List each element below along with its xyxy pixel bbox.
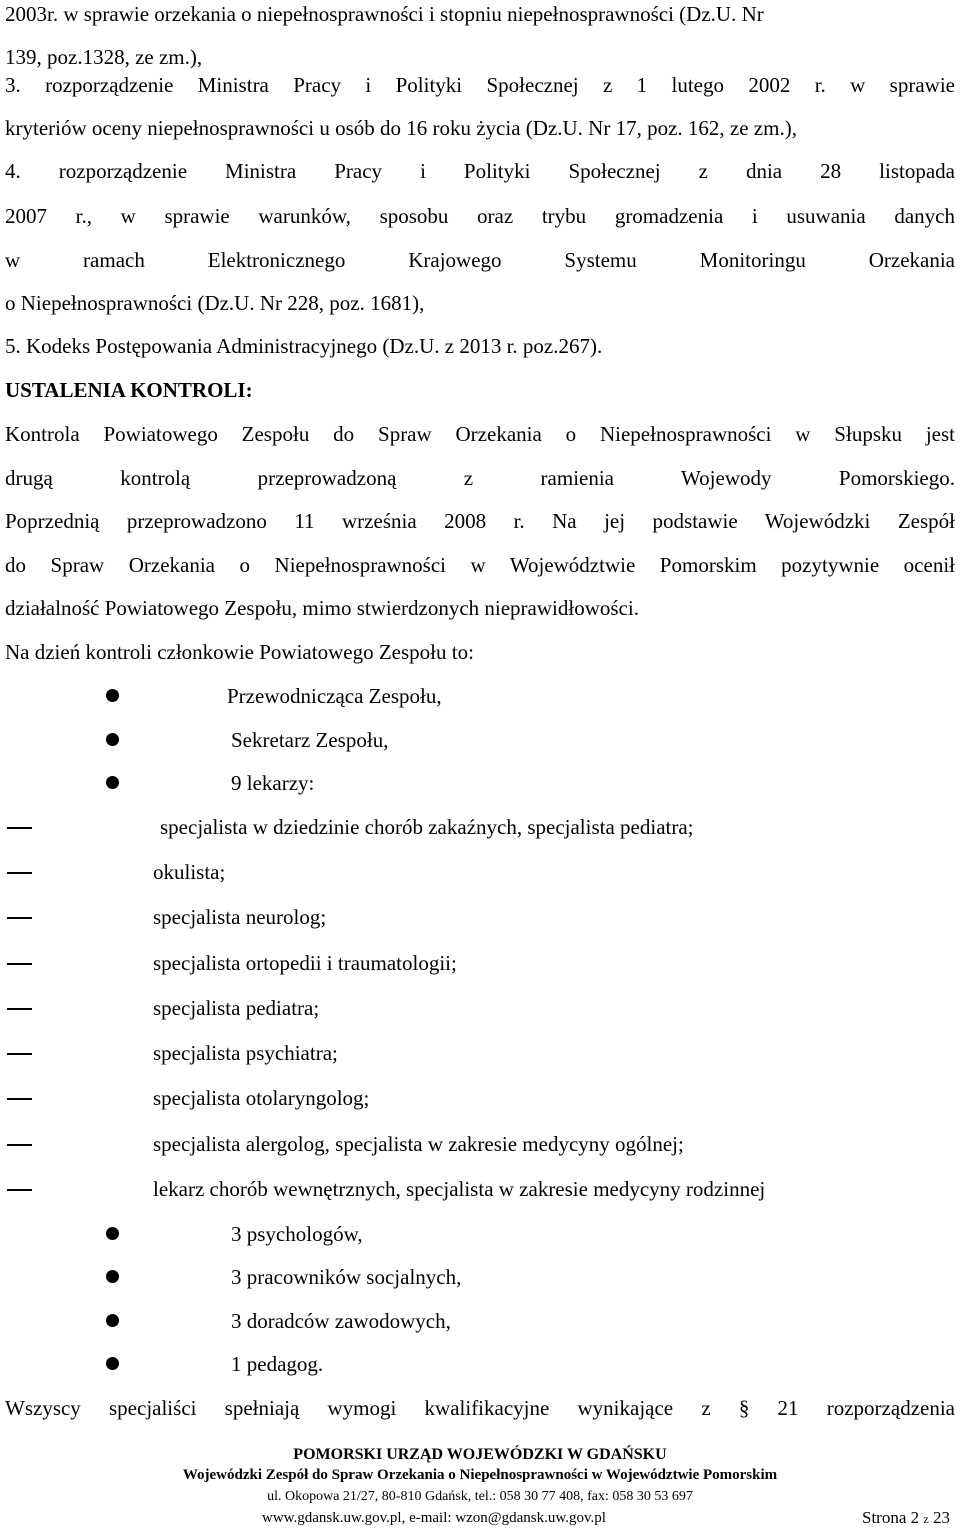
dash-icon bbox=[7, 963, 32, 965]
bullet-dot-icon bbox=[106, 1227, 119, 1240]
bullet-dot-icon bbox=[106, 1314, 119, 1327]
text-line: 4. rozporządzenie Ministra Pracy i Polityki Społecznej z dnia 28 listopada bbox=[5, 159, 955, 183]
page-label: Strona bbox=[862, 1508, 907, 1527]
paragraph-line: Kontrola Powiatowego Zespołu do Spraw Orzekania o Niepełnosprawności w Słupsku jest bbox=[5, 422, 955, 446]
list-item: specjalista psychiatra; bbox=[153, 1041, 338, 1065]
members-intro: Na dzień kontroli członkowie Powiatowego Zespołu to: bbox=[5, 640, 474, 664]
text-line: Wszyscy specjaliści spełniają wymogi kwalifikacyjne wynikające z § 21 rozporządzenia bbox=[5, 1396, 955, 1420]
footer-contact: www.gdansk.uw.gov.pl, e-mail: wzon@gdansk.uw.gov.pl bbox=[262, 1510, 606, 1526]
page-number bbox=[862, 1508, 950, 1528]
bullet-dot-icon bbox=[106, 1357, 119, 1370]
list-item: 3 pracowników socjalnych, bbox=[231, 1265, 462, 1289]
footer-address: ul. Okopowa 21/27, 80-810 Gdańsk, tel.: 058 30 77 408, fax: 058 30 53 697 bbox=[267, 1489, 693, 1504]
text-line: 2007 r., w sprawie warunków, sposobu oraz trybu gromadzenia i usuwania danych bbox=[5, 204, 955, 228]
list-item: specjalista otolaryngolog; bbox=[153, 1086, 370, 1110]
dash-icon bbox=[7, 1144, 32, 1146]
paragraph-line: działalność Powiatowego Zespołu, mimo stwierdzonych nieprawidłowości. bbox=[5, 596, 639, 620]
text-line: 5. Kodeks Postępowania Administracyjnego (Dz.U. z 2013 r. poz.267). bbox=[5, 334, 603, 358]
text-line: 2003r. w sprawie orzekania o niepełnosprawności i stopniu niepełnosprawności (Dz.U. Nr bbox=[5, 2, 764, 26]
dash-icon bbox=[7, 1053, 32, 1055]
dash-icon bbox=[7, 1008, 32, 1010]
text-line: 139, poz.1328, ze zm.), bbox=[5, 45, 203, 69]
section-heading: USTALENIA KONTROLI: bbox=[5, 378, 253, 402]
page-current: 2 bbox=[910, 1508, 920, 1527]
list-item: specjalista ortopedii i traumatologii; bbox=[153, 951, 457, 975]
text-line: o Niepełnosprawności (Dz.U. Nr 228, poz. 1681), bbox=[5, 291, 425, 315]
footer-office: POMORSKI URZĄD WOJEWÓDZKI W GDAŃSKU bbox=[293, 1446, 667, 1463]
list-item: 3 psychologów, bbox=[231, 1222, 363, 1246]
text-line: w ramach Elektronicznego Krajowego Systemu Monitoringu Orzekania bbox=[5, 248, 955, 272]
list-item: Sekretarz Zespołu, bbox=[231, 728, 389, 752]
paragraph-line: drugą kontrolą przeprowadzoną z ramienia Wojewody Pomorskiego. bbox=[5, 466, 955, 490]
paragraph-line: do Spraw Orzekania o Niepełnosprawności w Województwie Pomorskim pozytywnie ocenił bbox=[5, 553, 955, 577]
list-item: specjalista pediatra; bbox=[153, 996, 320, 1020]
list-item: specjalista alergolog, specjalista w zakresie medycyny ogólnej; bbox=[153, 1132, 684, 1156]
dash-icon bbox=[7, 917, 32, 919]
footer-team: Wojewódzki Zespół do Spraw Orzekania o Niepełnosprawności w Województwie Pomorskim bbox=[182, 1467, 778, 1483]
bullet-dot-icon bbox=[106, 1270, 119, 1283]
dash-icon bbox=[7, 872, 32, 874]
list-item: 9 lekarzy: bbox=[231, 771, 315, 795]
page-separator: z bbox=[923, 1512, 929, 1526]
list-item: Przewodnicząca Zespołu, bbox=[227, 684, 442, 708]
list-item: specjalista w dziedzinie chorób zakaźnych, specjalista pediatra; bbox=[160, 815, 694, 839]
list-item: lekarz chorób wewnętrznych, specjalista w zakresie medycyny rodzinnej bbox=[153, 1177, 766, 1201]
list-item: 1 pedagog. bbox=[231, 1352, 324, 1376]
page-total: 23 bbox=[932, 1508, 950, 1527]
paragraph-line: Poprzednią przeprowadzono 11 września 2008 r. Na jej podstawie Wojewódzki Zespół bbox=[5, 509, 955, 533]
list-item: specjalista neurolog; bbox=[153, 905, 327, 929]
bullet-dot-icon bbox=[106, 689, 119, 702]
text-line: kryteriów oceny niepełnosprawności u osób do 16 roku życia (Dz.U. Nr 17, poz. 162, ze zm.), bbox=[5, 116, 797, 140]
bullet-dot-icon bbox=[106, 733, 119, 746]
dash-icon bbox=[7, 1098, 32, 1100]
dash-icon bbox=[7, 1189, 32, 1191]
bullet-dot-icon bbox=[106, 776, 119, 789]
dash-icon bbox=[7, 827, 32, 829]
text-line: 3. rozporządzenie Ministra Pracy i Polityki Społecznej z 1 lutego 2002 r. w sprawie bbox=[5, 73, 955, 97]
list-item: 3 doradców zawodowych, bbox=[231, 1309, 451, 1333]
list-item: okulista; bbox=[153, 860, 226, 884]
